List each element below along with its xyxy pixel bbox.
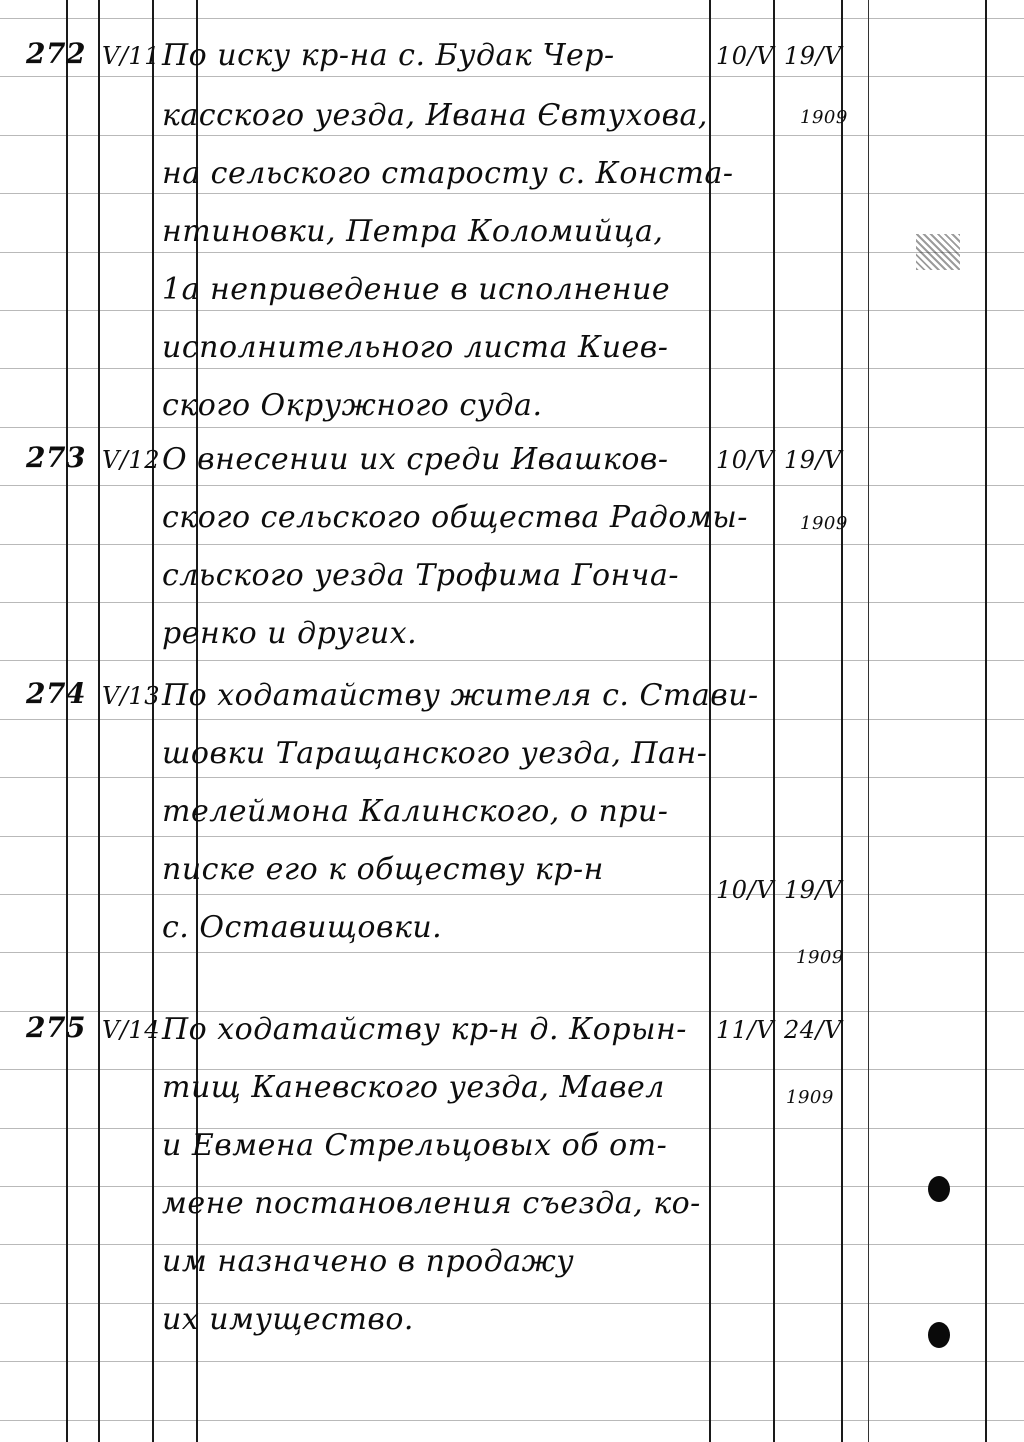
date-resolved: 19/V: [784, 446, 842, 474]
column-rule: [841, 0, 843, 1442]
entry-code: V/14: [102, 1016, 160, 1044]
entry-text-line: им назначено в продажу: [162, 1244, 575, 1279]
column-rule: [66, 0, 68, 1442]
entry-code: V/11: [102, 42, 160, 70]
entry-text-line: мене постановления съезда, ко-: [162, 1186, 701, 1221]
ink-smudge: [916, 234, 960, 270]
entry-text-line: писке его к обществу кр-н: [162, 852, 604, 887]
year: 1909: [800, 107, 848, 128]
entry-text-line: на сельского старосту с. Конста-: [162, 156, 734, 191]
column-rule: [773, 0, 775, 1442]
date-received: 10/V: [716, 876, 774, 904]
entry-text-line: По ходатайству кр-н д. Корын-: [162, 1012, 687, 1047]
ink-blot: [928, 1322, 950, 1348]
entry-text-line: ского сельского общества Радомы-: [162, 500, 748, 535]
date-received: 10/V: [716, 446, 774, 474]
entry-text-line: исполнительного листа Киев-: [162, 330, 669, 365]
entry-code: V/12: [102, 446, 160, 474]
entry-text-line: их имущество.: [162, 1302, 414, 1337]
entry-text-line: телеймона Калинского, о при-: [162, 794, 669, 829]
date-resolved: 19/V: [784, 876, 842, 904]
entry-text-line: По ходатайству жителя с. Стави-: [162, 678, 759, 713]
column-rule: [709, 0, 711, 1442]
entry-number: 274: [26, 677, 86, 710]
entry-text-line: нтиновки, Петра Коломийца,: [162, 214, 664, 249]
year: 1909: [786, 1087, 834, 1108]
entry-text-line: ского Окружного суда.: [162, 388, 543, 423]
entry-text-line: с. Оставищовки.: [162, 910, 443, 945]
column-rule: [985, 0, 987, 1442]
entry-text-line: сльского уезда Трофима Гонча-: [162, 558, 679, 593]
entry-text-line: О внесении их среди Ивашков-: [162, 442, 669, 477]
entry-text-line: 1а неприведение в исполнение: [162, 272, 671, 307]
column-rule: [98, 0, 100, 1442]
date-resolved: 24/V: [784, 1016, 842, 1044]
entry-text-line: тищ Каневского уезда, Мавел: [162, 1070, 665, 1105]
entry-number: 272: [26, 37, 86, 70]
date-received: 10/V: [716, 42, 774, 70]
year: 1909: [796, 947, 844, 968]
entry-text-line: касского уезда, Ивана Євтухова,: [162, 98, 708, 133]
entry-number: 273: [26, 441, 86, 474]
column-rule: [152, 0, 154, 1442]
entry-text-line: и Евмена Стрельцовых об от-: [162, 1128, 668, 1163]
entry-text-line: По иску кр-на с. Будак Чер-: [162, 38, 615, 73]
year: 1909: [800, 513, 848, 534]
date-received: 11/V: [716, 1016, 774, 1044]
entry-number: 275: [26, 1011, 86, 1044]
ink-blot: [928, 1176, 950, 1202]
entry-text-line: шовки Таращанского уезда, Пан-: [162, 736, 708, 771]
entry-text-line: ренко и других.: [162, 616, 418, 651]
entry-code: V/13: [102, 682, 160, 710]
date-resolved: 19/V: [784, 42, 842, 70]
column-rule: [868, 0, 869, 1442]
